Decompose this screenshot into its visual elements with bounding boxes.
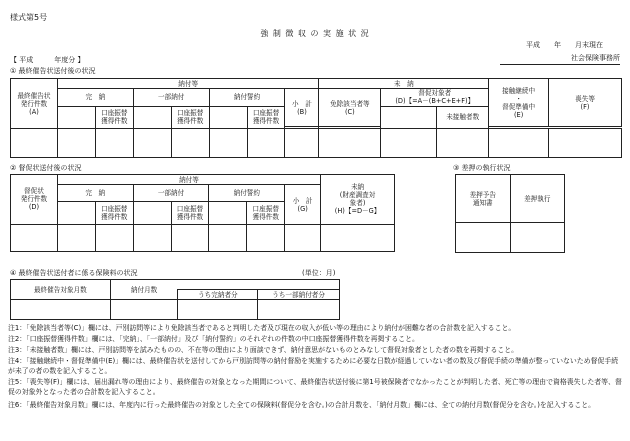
- section2-heading: ② 督促状送付後の状況: [10, 164, 82, 172]
- note-2: 注2：「口座振替獲得件数」欄には、「完納」、「一部納付」及び「納付誓約」のそれぞれの件数の中口座振替獲得件数を再掲すること。: [8, 335, 419, 343]
- final-notice-count-header: 最終催告状 発行件数 (A): [11, 79, 58, 129]
- pledge-header-2: 納付誓約: [209, 185, 285, 202]
- cell[interactable]: [110, 300, 178, 320]
- reminder-count-header: 督促状 発行件数 (D): [11, 175, 58, 225]
- section3-table: [455, 174, 565, 253]
- reminder-target-header: 督促対象者 (D)【=A－(B+C+E+F)】: [381, 89, 489, 106]
- cell[interactable]: [489, 129, 549, 158]
- full-payment-header-2: 完 納: [57, 185, 133, 202]
- cell[interactable]: [11, 224, 58, 251]
- section3-heading: ③ 差押の執行状況: [453, 164, 511, 172]
- unpaid-h-header: 未納 (財産調査対 象者) (H)【=D－G】: [321, 175, 395, 225]
- section4-heading: ④ 最終催告状送付者に係る保険料の状況: [10, 269, 138, 277]
- lost-header: 喪失等 (F): [549, 79, 622, 127]
- note-1: 注1：「免除該当者等(C)」欄には、戸別訪問等により免除該当者であると判明した者及び現在の収入が低い等の理由により納付が困難な者の合計数を記入すること。: [8, 324, 516, 332]
- cell[interactable]: [258, 300, 340, 320]
- cell[interactable]: [11, 300, 111, 320]
- page-title: 強 制 徴 収 の 実 施 状 況: [260, 29, 370, 38]
- paid-months-header: 納付月数: [110, 280, 178, 300]
- partial-payment-header: 一部納付: [133, 89, 209, 106]
- subtotal-g-header: 小 計 (G): [285, 185, 321, 225]
- cell[interactable]: [209, 224, 247, 251]
- target-months-header: 最終催告対象月数: [11, 280, 111, 300]
- cell[interactable]: [133, 224, 171, 251]
- pledge-header: 納付誓約: [209, 89, 285, 106]
- bank-transfer-count-partial: 口座振替 獲得件数: [171, 106, 209, 129]
- subtotal-b-header: 小 計 (B): [285, 89, 319, 127]
- section1-heading: ① 最終催告状送付後の状況: [10, 67, 96, 75]
- cell[interactable]: [57, 224, 95, 251]
- cell[interactable]: [209, 129, 247, 158]
- cell[interactable]: [381, 129, 437, 158]
- note-3: 注3：「未接触者数」欄には、戸別訪問等を試みたものの、不在等の理由により面談できず、納付意思がないものとみなして督促対象者とした者の数を再掲すること。: [8, 346, 519, 354]
- contact-ongoing-header: 接触継続中 ・ 督促準備中 (E): [489, 79, 549, 127]
- office-name: 社会保険事務所: [500, 53, 620, 65]
- cell[interactable]: [178, 300, 258, 320]
- cell[interactable]: [133, 129, 171, 158]
- full-payment-header: 完 納: [57, 89, 133, 106]
- form-number: 様式第5号: [10, 13, 48, 22]
- payment-group-header-2: 納付等: [57, 175, 320, 185]
- note-4: 注4：「接触継続中・督促準備中(E)」欄には、最終催告状を送付してから戸別訪問等の納付督励を実施するために必要な日数が経過していない者の数及び督促手続の準備が整っていないため督促手続が未了の者の数を記入すること。: [8, 357, 619, 375]
- fiscal-year: 【 平成 年度分 】: [10, 56, 85, 64]
- cell[interactable]: [247, 129, 285, 158]
- cell[interactable]: [11, 129, 58, 158]
- cell[interactable]: [285, 129, 319, 158]
- cell[interactable]: [171, 224, 209, 251]
- exempt-header: 免除該当者等 (C): [319, 89, 381, 127]
- cell[interactable]: [437, 129, 489, 158]
- cell[interactable]: [285, 224, 321, 251]
- cell[interactable]: [510, 223, 565, 253]
- note-6: 注6：「最終催告対象月数」欄には、年度内に行った最終催告の対象とした全ての保険料(督促分を含む。)の合計月数を、「納付月数」欄には、全ての納付月数(督促分を含む。)を記入すること。: [8, 401, 596, 409]
- cell[interactable]: [247, 224, 285, 251]
- full-sub-header: うち完納者分: [178, 290, 258, 300]
- seizure-notice-header: 差押予告 通知書: [456, 175, 511, 223]
- report-date: 平成 年 月末現在: [526, 41, 603, 49]
- cell[interactable]: [321, 224, 395, 251]
- seizure-execution-header: 差押執行: [510, 175, 565, 223]
- section4-table: [10, 279, 340, 320]
- bank-transfer-count-partial-2: 口座振替 獲得件数: [171, 202, 209, 225]
- cell[interactable]: [456, 223, 511, 253]
- bank-transfer-count-pledge: 口座振替 獲得件数: [247, 106, 285, 129]
- section1-table: [10, 78, 622, 158]
- section2-table: [10, 174, 395, 252]
- cell[interactable]: [95, 129, 133, 158]
- cell[interactable]: [549, 129, 622, 158]
- unit-label: (単位：月): [302, 269, 336, 277]
- unpaid-group-header: 未 納: [319, 79, 489, 89]
- partial-payment-header-2: 一部納付: [133, 185, 209, 202]
- cell[interactable]: [57, 129, 95, 158]
- note-5: 注5：「喪失等(F)」欄には、届出漏れ等の理由により、最終催告の対象となった期間について、最終催告状送付後に第1号被保険者でなかったことが判明した者、死亡等の理由で資格喪失した者等、督促の対象外となった者の合計数を記入すること。: [8, 378, 622, 396]
- uncontacted-header: 未接触者数: [437, 106, 489, 129]
- cell[interactable]: [95, 224, 133, 251]
- bank-transfer-count-pledge-2: 口座振替 獲得件数: [247, 202, 285, 225]
- cell[interactable]: [319, 129, 381, 158]
- bank-transfer-count-full: 口座振替 獲得件数: [95, 106, 133, 129]
- partial-sub-header: うち一部納付者分: [258, 290, 340, 300]
- payment-group-header: 納付等: [57, 79, 319, 89]
- cell[interactable]: [171, 129, 209, 158]
- bank-transfer-count-full-2: 口座振替 獲得件数: [95, 202, 133, 225]
